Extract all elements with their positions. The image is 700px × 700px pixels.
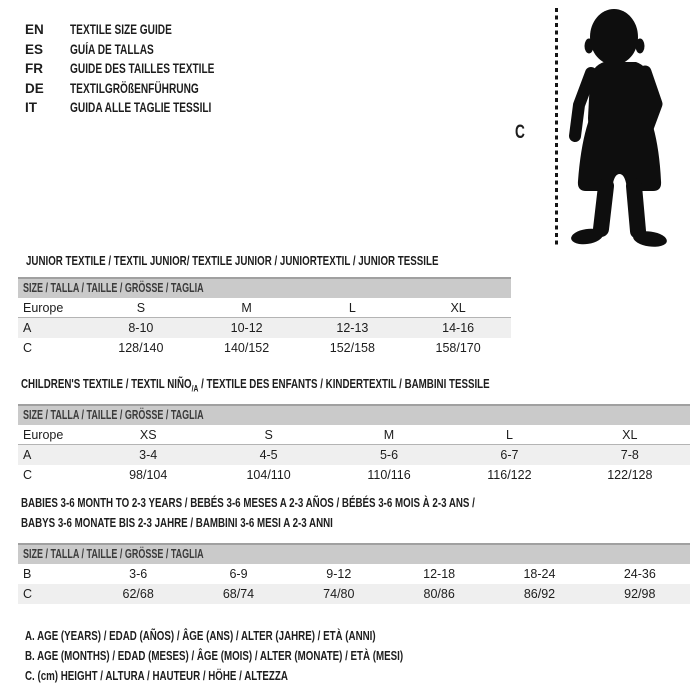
row-label: A xyxy=(23,321,32,335)
size-value-cell: 110/116 xyxy=(367,468,411,482)
legend-note-a xyxy=(25,626,529,646)
size-value-cell: XS xyxy=(139,427,157,442)
table-row-europe xyxy=(18,298,511,318)
table-row-a xyxy=(18,318,511,338)
row-label: C xyxy=(23,468,33,482)
language-row-fr xyxy=(25,59,263,79)
language-row-it xyxy=(25,98,263,118)
size-value-cell: XL xyxy=(450,300,466,315)
language-list xyxy=(25,20,263,118)
size-header-text: SIZE / TALLA / TAILLE / GRÖSSE / TAGLIA xyxy=(23,281,204,295)
size-value-cell: 74/80 xyxy=(323,587,355,601)
language-title-text: GUIDA ALLE TAGLIE TESSILI xyxy=(70,100,212,116)
size-value-cell: 6-7 xyxy=(500,448,519,462)
size-value-cell: 92/98 xyxy=(624,587,656,601)
size-value-cell: 5-6 xyxy=(379,448,399,462)
babies-title-line2: BABYS 3-6 MONATE BIS 2-3 JAHRE / BAMBINI 3-6 MESI A 2-3 ANNI xyxy=(21,515,333,530)
language-title-text: GUÍA DE TALLAS xyxy=(70,41,154,57)
size-value-cell: M xyxy=(383,427,395,442)
size-value-cell: L xyxy=(505,427,513,442)
size-value-cell: 18-24 xyxy=(523,567,556,581)
table-row-c xyxy=(18,465,690,485)
size-value-cell: S xyxy=(264,427,273,442)
language-title xyxy=(70,61,263,76)
row-label: C xyxy=(23,341,33,355)
row-label: Europe xyxy=(23,427,64,442)
size-value-cell: 140/152 xyxy=(224,341,270,355)
legend-note-c xyxy=(25,666,529,686)
size-value-cell: 80/86 xyxy=(423,587,455,601)
row-label: A xyxy=(23,448,32,462)
language-title-text: TEXTILE SIZE GUIDE xyxy=(70,22,172,38)
size-value-cell: 6-9 xyxy=(229,567,248,581)
size-value-cell: 86/92 xyxy=(523,587,556,601)
row-label: C xyxy=(23,587,33,601)
language-code: EN xyxy=(25,22,44,38)
language-title-text: GUIDE DES TAILLES TEXTILE xyxy=(70,61,215,77)
size-value-cell: 24-36 xyxy=(623,567,656,581)
table-row-c xyxy=(18,584,690,604)
table-row-c xyxy=(18,338,511,358)
language-title xyxy=(70,22,206,37)
size-header-bar xyxy=(18,277,511,298)
table-row-a xyxy=(18,445,690,465)
language-title xyxy=(70,100,259,115)
size-value-cell: 68/74 xyxy=(222,587,255,601)
section-title-junior: JUNIOR TEXTILE / TEXTIL JUNIOR/ TEXTILE JUNIOR / JUNIORTEXTIL / JUNIOR TESSILE xyxy=(26,253,439,268)
size-value-cell: 122/128 xyxy=(607,468,653,482)
size-header-text: SIZE / TALLA / TAILLE / GRÖSSE / TAGLIA xyxy=(23,408,204,422)
babies-title-line1: BABIES 3-6 MONTH TO 2-3 YEARS / BEBÉS 3-6 MESES A 2-3 AÑOS / BÉBÉS 3-6 MOIS À 2-3 ANS / xyxy=(21,495,475,510)
size-value-cell: L xyxy=(348,300,356,315)
junior-size-table xyxy=(18,277,511,358)
legend-notes xyxy=(25,626,529,686)
babies-size-table xyxy=(18,543,690,604)
table-row-europe xyxy=(18,425,690,445)
size-value-cell: 128/140 xyxy=(118,341,164,355)
language-title xyxy=(70,42,182,57)
legend-note-text: C. (cm) HEIGHT / ALTURA / HAUTEUR / HÖHE / ALTEZZA xyxy=(25,668,288,683)
size-value-cell: 3-6 xyxy=(129,567,148,581)
language-code: FR xyxy=(25,61,43,77)
language-title xyxy=(70,81,242,96)
language-title-text: TEXTILGRÖßENFÜHRUNG xyxy=(70,80,199,96)
size-value-cell: XL xyxy=(622,427,638,442)
language-code: ES xyxy=(25,41,44,57)
size-header-text: SIZE / TALLA / TAILLE / GRÖSSE / TAGLIA xyxy=(23,547,204,561)
size-value-cell: 98/104 xyxy=(129,468,168,482)
size-header-bar xyxy=(18,543,690,564)
height-dashed-line xyxy=(555,8,558,248)
size-value-cell: M xyxy=(241,300,252,315)
size-value-cell: 8-10 xyxy=(128,321,154,335)
language-row-es xyxy=(25,40,263,60)
language-row-en xyxy=(25,20,263,40)
section-title-children: CHILDREN'S TEXTILE / TEXTIL $NIÑO_{/A}$ / TEXTILE DES ENFANTS / KINDERTEXTIL / BAMBINI TESSILE xyxy=(21,376,490,394)
size-value-cell: 152/158 xyxy=(329,341,375,355)
language-row-de xyxy=(25,79,263,99)
size-header-bar xyxy=(18,404,690,425)
children-size-table xyxy=(18,404,690,485)
language-code: IT xyxy=(25,100,37,116)
size-value-cell: 7-8 xyxy=(620,448,639,462)
size-value-cell: 12-18 xyxy=(423,567,456,581)
legend-note-b xyxy=(25,646,529,666)
height-measure-label: C xyxy=(515,122,525,143)
size-value-cell: 12-13 xyxy=(336,321,369,335)
legend-note-text: B. AGE (MONTHS) / EDAD (MESES) / ÂGE (MOIS) / ALTER (MONATE) / ETÀ (MESI) xyxy=(25,648,404,663)
size-value-cell: S xyxy=(136,300,146,315)
row-label: Europe xyxy=(23,300,64,315)
size-value-cell: 10-12 xyxy=(230,321,263,335)
section-title-babies xyxy=(21,493,626,533)
size-value-cell: 104/110 xyxy=(246,468,291,482)
size-value-cell: 158/170 xyxy=(435,341,481,355)
size-value-cell: 3-4 xyxy=(139,448,158,462)
size-value-cell: 4-5 xyxy=(259,448,278,462)
size-value-cell: 116/122 xyxy=(487,468,532,482)
table-row-b xyxy=(18,564,690,584)
language-code: DE xyxy=(25,80,44,96)
legend-note-text: A. AGE (YEARS) / EDAD (AÑOS) / ÂGE (ANS) / ALTER (JAHRE) / ETÀ (ANNI) xyxy=(25,628,376,643)
row-label: B xyxy=(23,567,32,581)
size-value-cell: 9-12 xyxy=(326,567,352,581)
nino-a-subscript: /A xyxy=(191,383,199,394)
size-value-cell: 62/68 xyxy=(122,587,154,601)
size-value-cell: 14-16 xyxy=(442,321,475,335)
toddler-silhouette-icon xyxy=(560,5,672,250)
